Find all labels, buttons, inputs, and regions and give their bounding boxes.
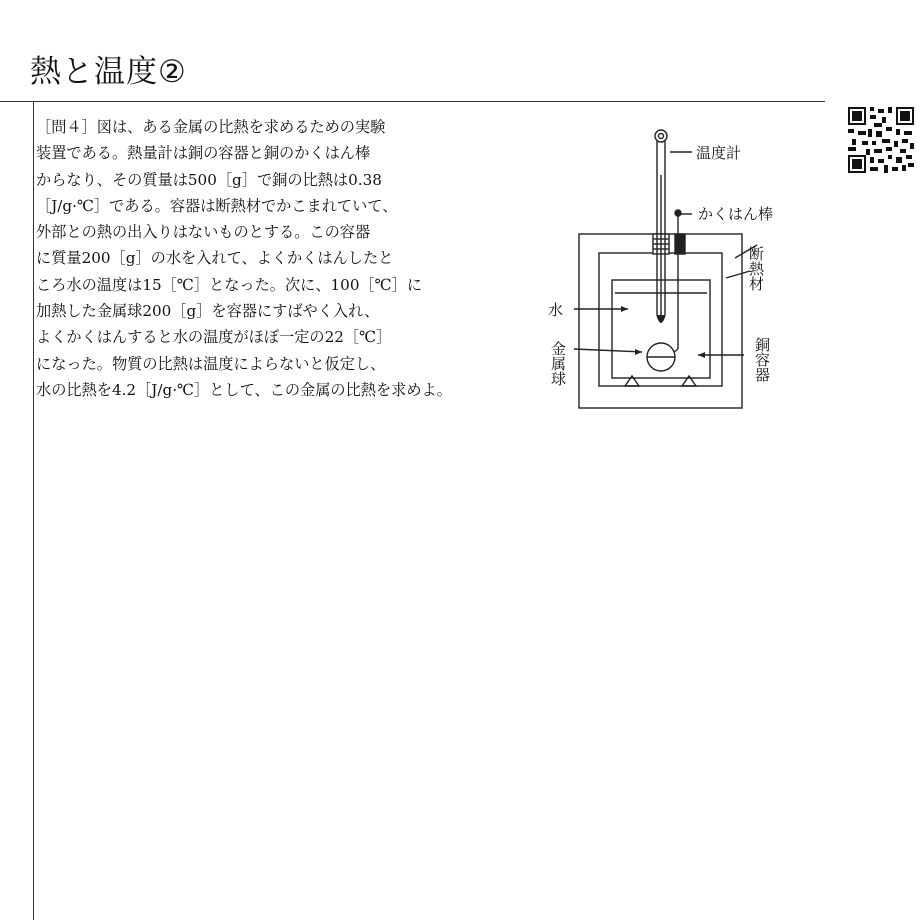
problem-line: よくかくはんすると水の温度がほぼ一定の22［℃］ [36,328,392,347]
problem-line: ［問４］図は、ある金属の比熱を求めるための実験 [36,118,386,136]
calorimeter-diagram [520,125,810,425]
label-insulator: 断熱材 [747,246,765,291]
problem-line: ころ水の温度は15［℃］となった。次に、100［℃］に [36,275,423,294]
header-divider [0,101,825,102]
label-copper-container: 銅容器 [753,337,771,382]
page-title: 熱と温度② [30,54,187,90]
problem-line: 水の比熱を4.2［J/g·℃］として、この金属の比熱を求めよ。 [36,380,452,399]
problem-text [36,114,506,403]
problem-line: 装置である。熱量計は銅の容器と銅のかくはん棒 [36,144,371,163]
label-metal-ball: 金属球 [549,341,567,386]
problem-line: に質量200［g］の水を入れて、よくかくはんしたと [36,249,394,268]
problem-line: ［J/g·℃］である。容器は断熱材でかこまれていて、 [36,196,398,215]
qr-code-icon[interactable] [848,107,914,173]
label-water: 水 [548,301,564,319]
label-thermometer: 温度計 [696,144,742,162]
problem-line: になった。物質の比熱は温度によらないと仮定し、 [36,354,386,373]
problem-line: からなり、その質量は500［g］で銅の比熱は0.38 [36,170,382,189]
problem-line: 加熱した金属球200［g］を容器にすばやく入れ、 [36,302,380,321]
margin-line [33,101,34,920]
problem-line: 外部との熱の出入りはないものとする。この容器 [36,223,371,242]
label-stirrer: かくはん棒 [698,205,774,223]
